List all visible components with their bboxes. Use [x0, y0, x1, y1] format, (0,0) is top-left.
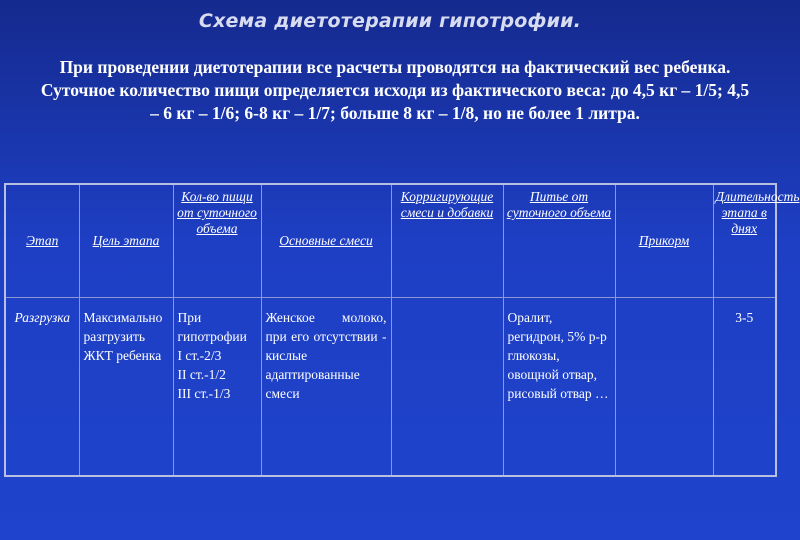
- cell-goal: Максимально разгрузить ЖКТ ребенка: [79, 298, 173, 477]
- header-stage: Этап: [5, 184, 79, 298]
- header-correcting: Корригирующие смеси и добавки: [391, 184, 503, 298]
- cell-amount: [173, 298, 261, 477]
- header-mixtures: Основные смеси: [261, 184, 391, 298]
- cell-correcting: [391, 298, 503, 477]
- cell-stage: Разгрузка: [5, 298, 79, 477]
- header-amount: Кол-во пищи от суточного объема: [173, 184, 261, 298]
- cell-complementary: [615, 298, 713, 477]
- amount-line: III ст.-1/3: [177, 386, 231, 401]
- amount-line: При гипотрофии: [177, 310, 247, 344]
- header-drinking: Питье от суточного объема: [503, 184, 615, 298]
- header-goal: Цель этапа: [79, 184, 173, 298]
- table-header-row: [5, 184, 776, 298]
- amount-line: II ст.-1/2: [177, 367, 226, 382]
- intro-paragraph: При проведении диетотерапии все расчеты проводятся на фактический вес ребенка. Суточное количество пищи определяется исходя из фактического веса: до 4,5 кг – 1/5; 4,5 – 6 кг – 1/6; 6-8 кг – 1/7; больше 8 кг – 1/8, но не более 1 литра.: [40, 57, 750, 123]
- table-row: [5, 298, 776, 477]
- cell-drinking: Оралит, регидрон, 5% р-р глюкозы, овощной отвар, рисовый отвар …: [503, 298, 615, 477]
- cell-duration: 3-5: [713, 298, 776, 477]
- cell-mixtures: Женское молоко, при его отсутствии - кислые адаптированные смеси: [261, 298, 391, 477]
- amount-line: I ст.-2/3: [177, 348, 222, 363]
- header-duration: Длительность этапа в днях: [713, 184, 776, 298]
- slide-title: Схема диетотерапии гипотрофии.: [198, 10, 582, 32]
- header-complementary: Прикорм: [615, 184, 713, 298]
- diet-therapy-table: [4, 183, 800, 477]
